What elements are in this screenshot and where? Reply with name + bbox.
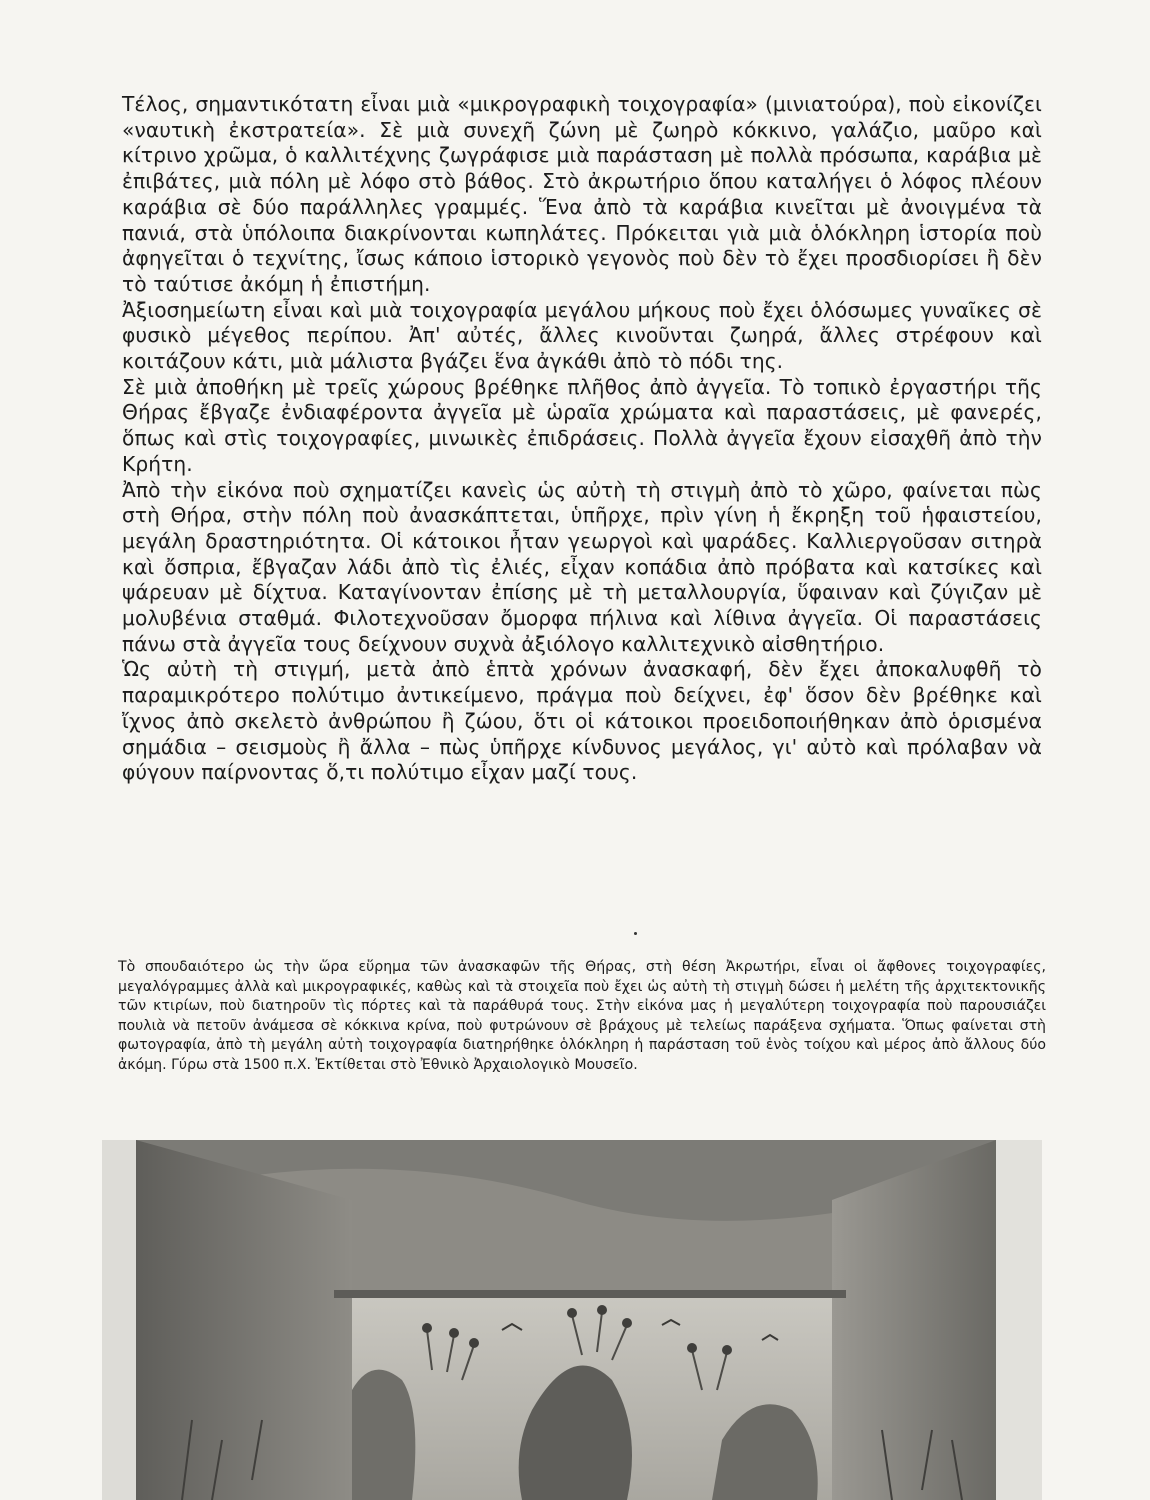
paragraph-storage-vessels: Σὲ μιὰ ἀποθήκη μὲ τρεῖς χώρους βρέθηκε πλῆθος ἀπὸ ἀγγεῖα. Τὸ τοπικὸ ἐργαστήρι τῆς Θήρας ἔβγαζε ἐνδιαφέροντα ἀγγεῖα μὲ ὡραῖα χρώματα καὶ παραστάσεις, μὲ φανερές, ὅπως καὶ στὶς τοιχογραφίες, μινωικὲς ἐπιδράσεις. Πολλὰ ἀγγεῖα ἔχουν εἰσαχθῆ ἀπὸ τὴν Κρήτη. (122, 374, 1042, 476)
paragraph-miniature-fresco: Τέλος, σημαντικότατη εἶναι μιὰ «μικρογραφικὴ τοιχογραφία» (μινιατούρα), ποὺ εἰκονίζει «ναυτικὴ ἐκστρατεία». Σὲ μιὰ συνεχῆ ζώνη μὲ ζωηρὸ κόκκινο, γαλάζιο, μαῦρο καὶ κίτρινο χρῶμα, ὁ καλλιτέχνης ζωγράφισε μιὰ παράσταση μὲ πολλὰ πρόσωπα, καράβια μὲ ἐπιβάτες, μιὰ πόλη μὲ λόφο στὸ βάθος. Στὸ ἀκρωτήριο ὅπου καταλήγει ὁ λόφος πλέουν καράβια σὲ δύο παράλληλες γραμμές. Ἕνα ἀπὸ τὰ καράβια κινεῖται μὲ ἀνοιγμένα τὰ πανιά, στὰ ὑπόλοιπα διακρίνονται κωπηλάτες. Πρόκειται γιὰ μιὰ ὁλόκληρη ἱστορία ποὺ ἀφηγεῖται ὁ τεχνίτης, ἴσως κάποιο ἱστορικὸ γεγονὸς ποὺ δὲν τὸ ἔχει προσδιορίσει ἢ δὲν τὸ ταύτισε ἀκόμη ἡ ἐπιστήμη. (122, 92, 1042, 296)
ink-speck (634, 932, 637, 935)
paragraph-inhabitants: Ἀπὸ τὴν εἰκόνα ποὺ σχηματίζει κανεὶς ὡς αὐτὴ τὴ στιγμὴ ἀπὸ τὸ χῶρο, φαίνεται πὼς στὴ Θήρα, στὴν πόλη ποὺ ἀνασκάπτεται, ὑπῆρχε, πρὶν γίνη ἡ ἔκρηξη τοῦ ἡφαιστείου, μεγάλη δραστηριότητα. Οἱ κάτοικοι ἦταν γεωργοὶ καὶ ψαράδες. Καλλιεργοῦσαν σιτηρὰ καὶ ὄσπρια, ἔβγαζαν λάδι ἀπὸ τὶς ἐλιές, εἶχαν κοπάδια ἀπὸ πρόβατα καὶ κατσίκες καὶ ψάρευαν μὲ δίχτυα. Καταγίνονταν ἐπίσης μὲ τὴ μεταλλουργία, ὕφαιναν καὶ ζύγιζαν μὲ μολυβένια σταθμά. Φιλοτεχνοῦσαν ὄμορφα πήλινα καὶ λίθινα ἀγγεῖα. Οἱ παραστάσεις πάνω στὰ ἀγγεῖα τους δείχνουν συχνὰ ἀξιόλογο καλλιτεχνικὸ αἰσθητήριο. (122, 477, 1042, 656)
main-text (122, 92, 1042, 786)
paragraph-excavation: Ὡς αὐτὴ τὴ στιγμή, μετὰ ἀπὸ ἑπτὰ χρόνων ἀνασκαφή, δὲν ἔχει ἀποκαλυφθῆ τὸ παραμικρότερο πολύτιμο ἀντικείμενο, πράγμα ποὺ δείχνει, ἐφ' ὅσον δὲν βρέθηκε καὶ ἴχνος ἀπὸ σκελετὸ ἀνθρώπου ἢ ζώου, ὅτι οἱ κάτοικοι προειδοποιήθηκαν ἀπὸ ὁρισμένα σημάδια – σεισμοὺς ἢ ἄλλα – πὼς ὑπῆρχε κίνδυνος μεγάλος, γι' αὐτὸ καὶ πρόλαβαν νὰ φύγουν παίρνοντας ὅ,τι πολύτιμο εἶχαν μαζί τους. (122, 657, 1042, 785)
fresco-photograph (102, 1140, 1042, 1500)
fresco-photo-illustration (102, 1140, 1042, 1500)
paragraph-women-fresco: Ἀξιοσημείωτη εἶναι καὶ μιὰ τοιχογραφία μεγάλου μήκους ποὺ ἔχει ὁλόσωμες γυναῖκες σὲ φυσικὸ μέγεθος περίπου. Ἀπ' αὐτές, ἄλλες κινοῦνται ζωηρά, ἄλλες στρέφουν καὶ κοιτάζουν κάτι, μιὰ μάλιστα βγάζει ἕνα ἀγκάθι ἀπὸ τὸ πόδι της. (122, 297, 1042, 374)
figure-caption: Τὸ σπουδαιότερο ὡς τὴν ὥρα εὕρημα τῶν ἀνασκαφῶν τῆς Θήρας, στὴ θέση Ἀκρωτήρι, εἶναι οἱ ἄφθονες τοιχογραφίες, μεγαλόγραμμες ἀλλὰ καὶ μικρογραφικές, καθὼς καὶ τὰ στοιχεῖα ποὺ ἔχει ὡς αὐτὴ τὴ στιγμὴ δώσει ἡ μελέτη τῆς ἀρχιτεκτονικῆς τῶν κτιρίων, ποὺ διατηροῦν τὶς πόρτες καὶ τὰ παράθυρά τους. Στὴν εἰκόνα μας ἡ μεγαλύτερη τοιχογραφία ποὺ παρουσιάζει πουλιὰ νὰ πετοῦν ἀνάμεσα σὲ κόκκινα κρίνα, ποὺ φυτρώνουν σὲ βράχους μὲ τελείως παράξενα σχήματα. Ὅπως φαίνεται στὴ φωτογραφία, ἀπὸ τὴ μεγάλη αὐτὴ τοιχογραφία διατηρήθηκε ὁλόκληρη ἡ παράσταση τοῦ ἑνὸς τοίχου καὶ μέρος ἀπὸ ἄλλους δύο ἀκόμη. Γύρω στὰ 1500 π.Χ. Ἐκτίθεται στὸ Ἐθνικὸ Ἀρχαιολογικὸ Μουσεῖο. (118, 959, 1046, 1073)
